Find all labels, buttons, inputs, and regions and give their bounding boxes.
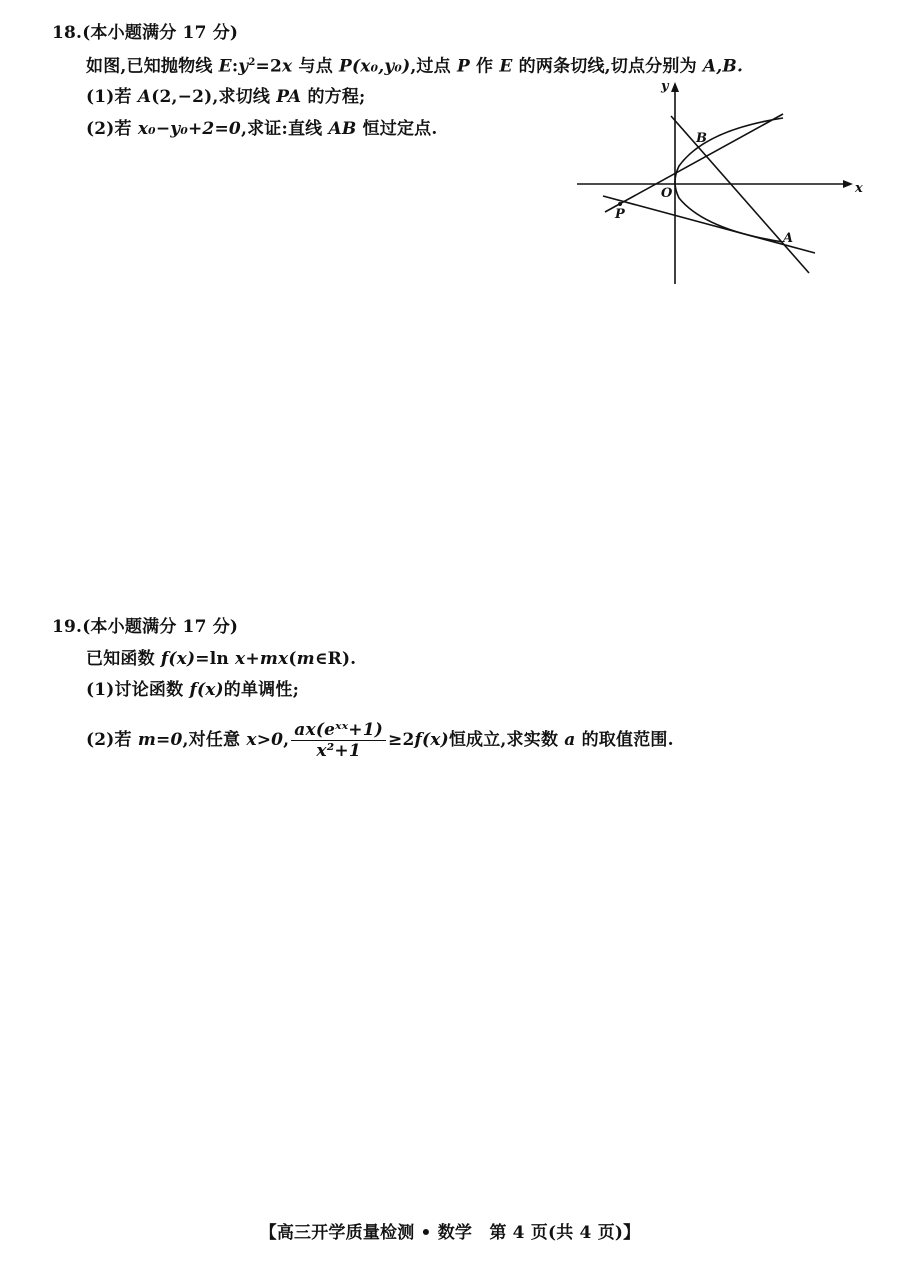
q19-part2-text-3: 恒成立,求实数 xyxy=(448,730,565,750)
chord-line-AB xyxy=(671,116,809,273)
q19-part2-comma: , xyxy=(283,730,290,750)
q18-part1-text: (1)若 xyxy=(86,87,138,107)
q18-point-coords: (x₀,y₀) xyxy=(352,56,411,77)
q18-stem-text: 如图,已知抛物线 xyxy=(86,56,219,77)
q19-fraction-numerator: ax(eˣˣ+1) xyxy=(291,720,386,741)
y-axis-label: y xyxy=(661,80,669,94)
q18-number: 18. xyxy=(52,23,83,43)
q19-ln: =ln xyxy=(195,649,236,669)
q19-part2-text: (2)若 xyxy=(86,730,138,750)
q19-var-x: x xyxy=(235,649,246,669)
q18-var-AB: A,B. xyxy=(702,56,744,77)
parabola-curve xyxy=(675,118,783,242)
q19-part1-func: f(x) xyxy=(189,680,224,700)
q19-stem-text: 已知函数 xyxy=(86,649,161,669)
x-axis-label: x xyxy=(855,181,863,196)
point-B-label: B xyxy=(696,131,707,146)
q18-var-E: E xyxy=(218,56,232,77)
y-axis-arrow xyxy=(671,82,679,92)
q19-part2-m-zero: m=0 xyxy=(137,730,183,750)
q18-part2-condition: x₀−y₀+2=0 xyxy=(137,119,241,139)
q19-part2-text-4: 的取值范围. xyxy=(575,730,674,750)
q19-fraction-denominator: x²+1 xyxy=(316,741,361,761)
q18-var-P: P xyxy=(339,56,352,77)
q18-stem-text-3: ,过点 xyxy=(410,56,457,77)
q18-colon: : xyxy=(231,56,239,77)
q18-score-note: (本小题满分 17 分) xyxy=(82,23,239,43)
tangent-line-PB xyxy=(605,114,783,212)
q18-stem-text-2: 与点 xyxy=(292,56,340,77)
q18-part2 xyxy=(86,118,437,140)
q19-part2-text-2: ,对任意 xyxy=(182,730,247,750)
q19-part2-func: f(x) xyxy=(414,730,449,750)
q18-part1 xyxy=(86,86,366,108)
q18-eq: =2 xyxy=(255,56,283,77)
q18-var-x: x xyxy=(282,56,293,77)
q18-var-y: y xyxy=(238,56,249,77)
q18-part2-text-2: ,求证:直线 xyxy=(240,119,329,139)
q18-part2-var-AB: AB xyxy=(328,119,357,139)
q18-part1-text-2: (2,−2),求切线 xyxy=(151,87,277,107)
q18-var-P-2: P xyxy=(456,56,470,77)
q18-var-E-2: E xyxy=(499,56,513,77)
point-A-label: A xyxy=(783,231,794,246)
point-P-label: P xyxy=(615,207,625,222)
q18-part1-var-PA: PA xyxy=(276,87,302,107)
q19-part2 xyxy=(86,720,674,761)
q18-stem-text-5: 的两条切线,切点分别为 xyxy=(512,56,703,77)
q18-exponent: 2 xyxy=(248,57,256,68)
q18-heading xyxy=(52,22,238,44)
parabola-tangent-figure xyxy=(575,80,865,290)
q19-stem xyxy=(86,648,356,670)
x-axis-arrow xyxy=(843,180,853,188)
q19-fraction xyxy=(291,720,386,761)
point-P xyxy=(618,202,622,206)
q19-score-note: (本小题满分 17 分) xyxy=(82,617,239,637)
page-footer: 【高三开学质量检测 • 数学 第 4 页(共 4 页)】 xyxy=(259,1223,641,1243)
origin-label: O xyxy=(661,186,673,201)
q19-func-f: f(x) xyxy=(160,649,196,669)
q19-heading xyxy=(52,616,238,638)
q18-stem xyxy=(86,52,743,78)
q19-part2-var-a: a xyxy=(564,730,576,750)
q18-part1-var-A: A xyxy=(137,87,152,107)
q18-part2-text-3: 恒过定点. xyxy=(356,119,438,139)
q19-number: 19. xyxy=(52,617,83,637)
q18-stem-text-4: 作 xyxy=(469,56,500,77)
q19-plus: + xyxy=(245,649,260,669)
q19-term-mx: mx xyxy=(259,649,289,669)
q19-domain: ∈R). xyxy=(314,649,357,669)
q19-var-m: m xyxy=(296,649,315,669)
q19-part2-x-positive: x>0 xyxy=(246,730,284,750)
q19-part1-text-2: 的单调性; xyxy=(223,680,300,700)
q18-part1-text-3: 的方程; xyxy=(301,87,366,107)
q19-paren: ( xyxy=(288,649,297,669)
q18-part2-text: (2)若 xyxy=(86,119,138,139)
q19-part1-text: (1)讨论函数 xyxy=(86,680,190,700)
q19-part1 xyxy=(86,679,299,701)
q19-part2-geq: ≥2 xyxy=(388,730,415,750)
